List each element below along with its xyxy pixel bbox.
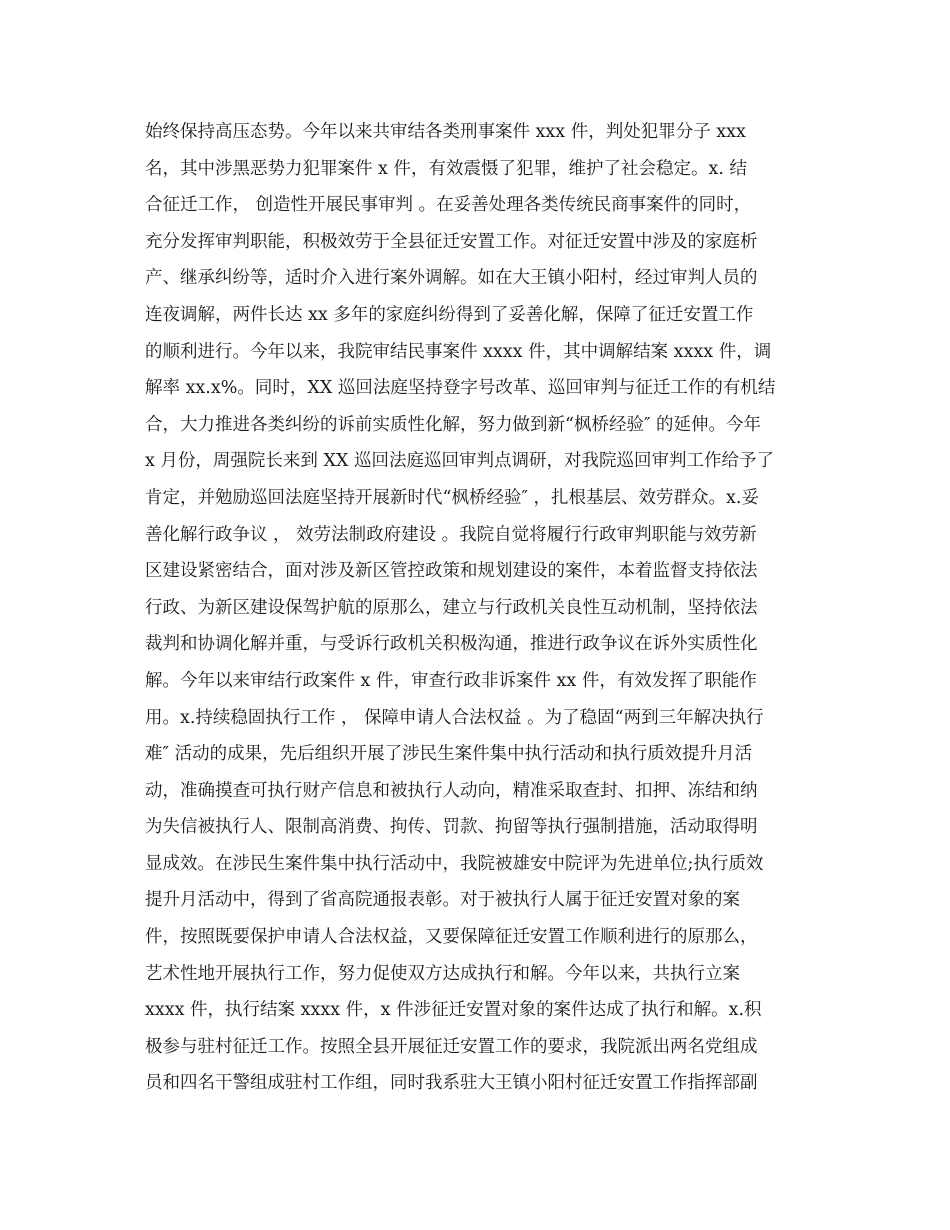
body-text bbox=[145, 114, 810, 1102]
text-line: 名，其中涉黑恶势力犯罪案件 x 件，有效震慑了犯罪，维护了社会稳定。x. 结 bbox=[145, 158, 747, 179]
text-line: 动，准确摸查可执行财产信息和被执行人动向，精准采取查封、扣押、冻结和纳 bbox=[145, 780, 758, 801]
text-line: 艺术性地开展执行工作，努力促使双方达成执行和解。今年以来，共执行立案 bbox=[145, 963, 740, 984]
text-line: 的顺利进行。今年以来，我院审结民事案件 xxxx 件，其中调解结案 xxxx 件，调 bbox=[145, 341, 772, 362]
text-line: 行政、为新区建设保驾护航的原那么，建立与行政机关良性互动机制，坚持依法 bbox=[145, 597, 758, 618]
text-line: 件，按照既要保护申请人合法权益，又要保障征迁安置工作顺利进行的原那么， bbox=[145, 927, 758, 948]
text-line: 合，大力推进各类纠纷的诉前实质性化解，努力做到新“枫桥经验″ 的延伸。今年 bbox=[145, 414, 762, 435]
text-line: 始终保持高压态势。今年以来共审结各类刑事案件 xxx 件，判处犯罪分子 xxx bbox=[145, 122, 746, 142]
text-line: 显成效。在涉民生案件集中执行活动中，我院被雄安中院评为先进单位;执行质效 bbox=[145, 853, 764, 874]
text-line: 用。x.持续稳固执行工作 ， 保障申请人合法权益 。为了稳固“两到三年解决执行 bbox=[145, 707, 764, 728]
text-line: xxxx 件，执行结案 xxxx 件，x 件涉征迁安置对象的案件达成了执行和解。x.积 bbox=[145, 1000, 762, 1021]
text-line: 区建设紧密结合，面对涉及新区管控政策和规划建设的案件，本着监督支持依法 bbox=[145, 561, 758, 582]
text-line: 裁判和协调化解并重，与受诉行政机关积极沟通，推进行政争议在诉外实质性化 bbox=[145, 634, 758, 655]
text-line: 连夜调解，两件长达 xx 多年的家庭纠纷得到了妥善化解，保障了征迁安置工作 bbox=[145, 304, 754, 325]
text-line: 解率 xx.x%。同时，XX 巡回法庭坚持登字号改革、巡回审判与征迁工作的有机结 bbox=[145, 378, 776, 399]
text-line: 为失信被执行人、限制高消费、拘传、罚款、拘留等执行强制措施，活动取得明 bbox=[145, 817, 758, 838]
text-line: 极参与驻村征迁工作。按照全县开展征迁安置工作的要求，我院派出两名党组成 bbox=[145, 1036, 758, 1057]
text-line: 员和四名干警组成驻村工作组，同时我系驻大王镇小阳村征迁安置工作指挥部副 bbox=[145, 1073, 758, 1094]
text-line: 产、继承纠纷等，适时介入进行案外调解。如在大王镇小阳村，经过审判人员的 bbox=[145, 268, 758, 289]
text-line: 合征迁工作， 创造性开展民事审判 。在妥善处理各类传统民商事案件的同时， bbox=[145, 195, 752, 216]
text-line: 解。今年以来审结行政案件 x 件，审查行政非诉案件 xx 件，有效发挥了职能作 bbox=[145, 670, 757, 691]
text-line: 善化解行政争议 ， 效劳法制政府建设 。我院自觉将履行行政审判职能与效劳新 bbox=[145, 524, 757, 545]
text-line: 充分发挥审判职能，积极效劳于全县征迁安置工作。对征迁安置中涉及的家庭析 bbox=[145, 231, 758, 252]
text-line: 肯定，并勉励巡回法庭坚持开展新时代“枫桥经验″ ，扎根基层、效劳群众。x.妥 bbox=[145, 487, 759, 508]
text-line: 提升月活动中，得到了省高院通报表彰。对于被执行人属于征迁安置对象的案 bbox=[145, 890, 740, 911]
text-line: x 月份，周强院长来到 XX 巡回法庭巡回审判点调研，对我院巡回审判工作给予了 bbox=[145, 451, 774, 472]
text-line: 难″ 活动的成果，先后组织开展了涉民生案件集中执行活动和执行质效提升月活 bbox=[145, 744, 753, 765]
